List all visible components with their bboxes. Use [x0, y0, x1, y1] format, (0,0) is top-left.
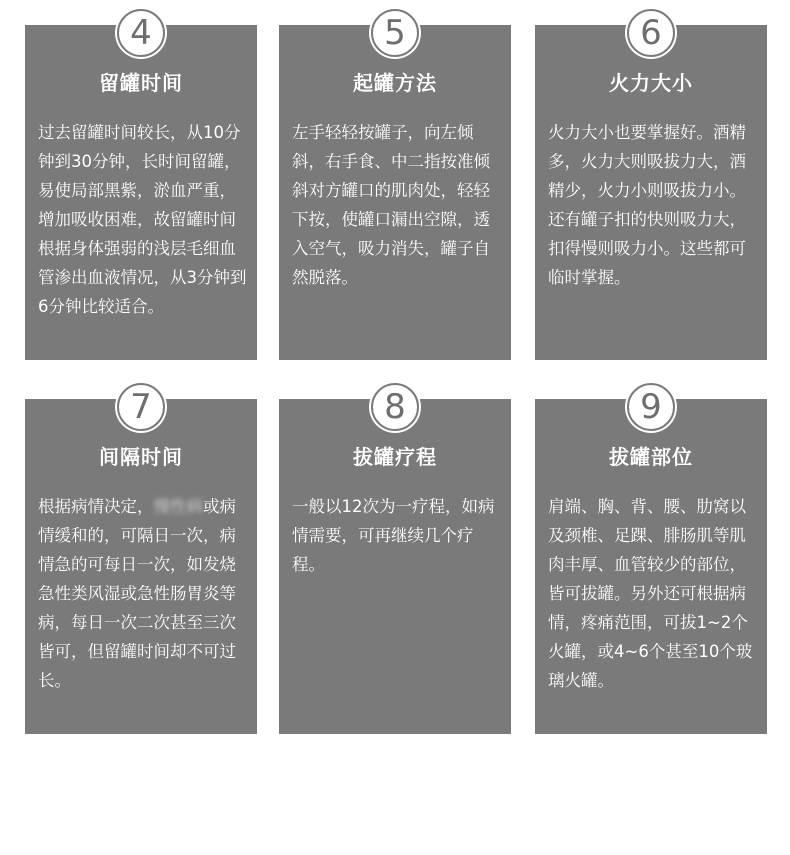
step-number-badge: 4: [117, 9, 165, 57]
description-text: 根据病情决定，: [38, 497, 154, 516]
card-description: 一般以12次为一疗程，如病情需要，可再继续几个疗程。: [292, 497, 495, 574]
card-description: 过去留罐时间较长，从10分钟到30分钟，长时间留罐，易使局部黑紫，淤血严重，增加吸收困难，故留罐时间根据身体强弱的浅层毛细血管渗出血液情况，从3分钟到6分钟比较适合。: [38, 123, 247, 316]
card-description: 肩端、胸、背、腰、肋窝以及颈椎、足踝、腓肠肌等肌肉丰厚、血管较少的部位，皆可拔罐。另外还可根据病情，疼痛范围，可拔1~2个火罐，或4~6个甚至10个玻璃火罐。: [548, 497, 753, 690]
step-number-badge: 8: [371, 383, 419, 431]
card-title: 起罐方法: [353, 71, 437, 95]
card-title: 留罐时间: [99, 71, 183, 95]
card-retention-time: [25, 13, 257, 360]
card-title: 间隔时间: [99, 445, 183, 469]
card-title: 拔罐疗程: [353, 445, 437, 469]
step-number-badge: 6: [627, 9, 675, 57]
card-fire-strength: [535, 13, 767, 360]
blurred-text: 慢性病: [153, 497, 203, 516]
card-interval-time: [25, 387, 257, 734]
step-number-badge: 5: [371, 9, 419, 57]
step-number-badge: 9: [627, 383, 675, 431]
card-description: 火力大小也要掌握好。酒精多，火力大则吸拔力大，酒精少，火力小则吸拔力小。还有罐子扣的快则吸力大，扣得慢则吸力小。这些都可临时掌握。: [548, 123, 746, 287]
step-number-badge: 7: [117, 383, 165, 431]
card-description: [38, 492, 249, 695]
card-title: 火力大小: [609, 71, 693, 95]
card-removal-method: [279, 13, 511, 360]
card-cupping-sites: [535, 387, 767, 734]
description-text: 或病情缓和的，可隔日一次，病情急的可每日一次，如发烧急性类风湿或急性肠胃炎等病，每日一次二次甚至三次皆可，但留罐时间却不可过长。: [38, 497, 236, 690]
card-treatment-course: [279, 387, 511, 734]
card-description: 左手轻轻按罐子，向左倾斜，右手食、中二指按准倾斜对方罐口的肌肉处，轻轻下按，使罐口漏出空隙，透入空气，吸力消失，罐子自然脱落。: [292, 123, 490, 287]
card-title: 拔罐部位: [609, 445, 693, 469]
